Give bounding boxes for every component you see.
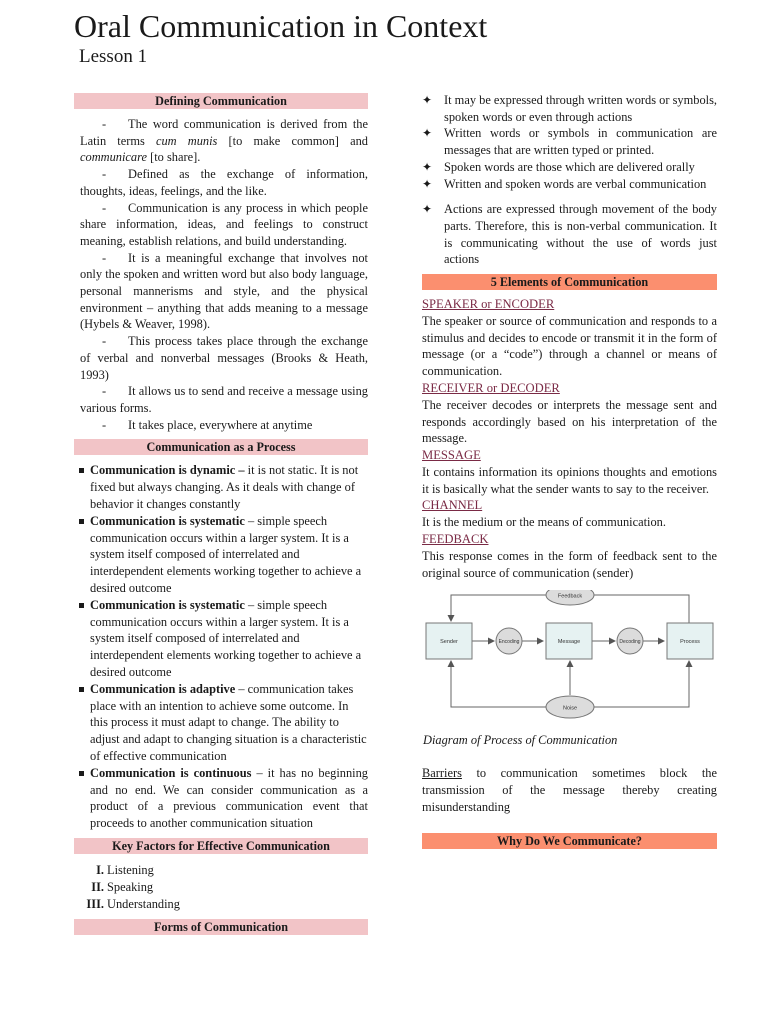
element-title: FEEDBACK — [422, 532, 489, 547]
element-body: This response comes in the form of feedback sent to the original source of communication (sender) — [422, 549, 717, 580]
process-header: Communication as a Process — [74, 439, 368, 455]
svg-text:Noise: Noise — [562, 705, 578, 712]
element-title: CHANNEL — [422, 498, 483, 513]
element-body: The receiver decodes or interprets the message sent and responds accordingly based on his interpretation of the message. — [422, 397, 717, 446]
barriers-paragraph: Barriers to communication sometimes block the transmission of the message thereby creating misunderstanding — [422, 766, 717, 814]
diagram-node-noise — [546, 696, 594, 718]
diagram-node-sender — [426, 623, 472, 659]
star-bullet-icon: ✦ — [422, 126, 433, 141]
diagram-caption: Diagram of Process of Communication — [423, 733, 618, 748]
star-bullet-icon: ✦ — [422, 93, 433, 107]
definition-item: - It takes place, everywhere at anytime — [102, 417, 313, 432]
process-item: Communication is adaptive – communication takes place with an intention to achieve some outcome. In this process it must adapt to change. The ability to adjust and adapt to changing situation is a characteristic of effective communication — [78, 681, 368, 765]
svg-text:Decoding: Decoding — [619, 639, 641, 646]
list-spacer — [422, 192, 717, 201]
definition-item: - The word communication is derived from the Latin terms cum munis [to make common] and communicare [to share]. — [80, 117, 368, 165]
definition-item: - This process takes place through the exchange of verbal and nonverbal messages (Brooks & Heath, 1993) — [80, 334, 368, 382]
svg-text:Feedback: Feedback — [557, 593, 583, 600]
list-item: ✦ Spoken words are those which are delivered orally — [422, 159, 695, 174]
element-title: MESSAGE — [422, 447, 481, 462]
process-item: Communication is systematic – simple speech communication occurs within a larger system. It is a system itself composed of interrelated and interdependent elements working together to achieve a desired outcome — [78, 513, 368, 597]
elements-header: 5 Elements of Communication — [422, 274, 717, 290]
diagram-node-message — [546, 623, 592, 659]
diagram-node-decoding — [617, 628, 643, 654]
process-item: Communication is systematic – simple speech communication occurs within a larger system. It is a system itself composed of interrelated and interdependent elements working together to achieve a desired outcome — [78, 597, 368, 681]
diagram-node-process — [667, 623, 713, 659]
why-header: Why Do We Communicate? — [422, 833, 717, 849]
defining-header: Defining Communication — [74, 93, 368, 109]
star-bullet-icon: ✦ — [422, 159, 433, 174]
key-factors-list — [74, 862, 368, 913]
svg-text:Sender: Sender — [440, 639, 458, 646]
definition-item: - Defined as the exchange of information, thoughts, ideas, feelings, and the like. — [80, 167, 368, 198]
process-item: Communication is dynamic – it is not static. It is not fixed but always changing. As it deals with change of behavior it changes constantly — [78, 462, 368, 512]
element-body: The speaker or source of communication and responds to a stimulus and decides to encode or transmit it in the form of message (or a “code”) through a channel or means of communication. — [422, 314, 717, 379]
list-item: ✦ Written words or symbols in communication are messages that are written typed or printed. — [422, 126, 717, 158]
process-item: Communication is continuous – it has no beginning and no end. We can consider communication as a product of a previous communication event that proceeds to another communication situation — [78, 765, 368, 832]
left-column — [74, 93, 368, 935]
element-body: It contains information its opinions thoughts and emotions it is basically what the sender wants to say to the receiver. — [422, 464, 717, 496]
right-column — [422, 92, 717, 849]
definition-item: - Communication is any process in which people share information, ideas, and feelings to construct meaning, establish relations, and build understanding. — [80, 200, 368, 248]
svg-text:Process: Process — [680, 639, 700, 646]
list-item: III. Understanding — [86, 896, 180, 911]
diagram-node-feedback — [546, 590, 594, 605]
process-list — [78, 462, 368, 831]
element-title: RECEIVER or DECODER — [422, 380, 560, 395]
forms-header: Forms of Communication — [74, 919, 368, 935]
defining-list — [80, 116, 368, 433]
communication-process-diagram — [422, 590, 717, 730]
definition-item: - It allows us to send and receive a message using various forms. — [80, 384, 368, 415]
star-bullet-icon: ✦ — [422, 176, 433, 191]
list-item: ✦ Actions are expressed through movement of the body parts. Therefore, this is non-verbal communication. It is communicating without the use of words just actions — [422, 202, 717, 267]
key-factors-header: Key Factors for Effective Communication — [74, 838, 368, 854]
definition-item: - It is a meaningful exchange that involves not only the spoken and written word but also body language, personal mannerisms and style, and the physical environment – anything that adds meaning to a message (Hybels & Weaver, 1998). — [80, 250, 368, 332]
list-item: ✦ It may be expressed through written words or symbols, spoken words or even through actions — [422, 93, 717, 124]
elements-list — [422, 296, 717, 581]
page-subtitle: Lesson 1 — [79, 46, 148, 67]
forms-list — [422, 92, 717, 268]
list-item: II. Speaking — [91, 879, 154, 894]
diagram-node-encoding — [496, 628, 522, 654]
element-body: It is the medium or the means of communication. — [422, 515, 666, 530]
page-title: Oral Communication in Context — [74, 8, 488, 44]
list-item: ✦ Written and spoken words are verbal communication — [422, 176, 707, 191]
star-bullet-icon: ✦ — [422, 202, 433, 217]
svg-text:Message: Message — [557, 639, 581, 646]
element-title: SPEAKER or ENCODER — [422, 297, 555, 312]
list-item: I. Listening — [96, 862, 154, 877]
svg-text:Encoding: Encoding — [498, 639, 520, 646]
